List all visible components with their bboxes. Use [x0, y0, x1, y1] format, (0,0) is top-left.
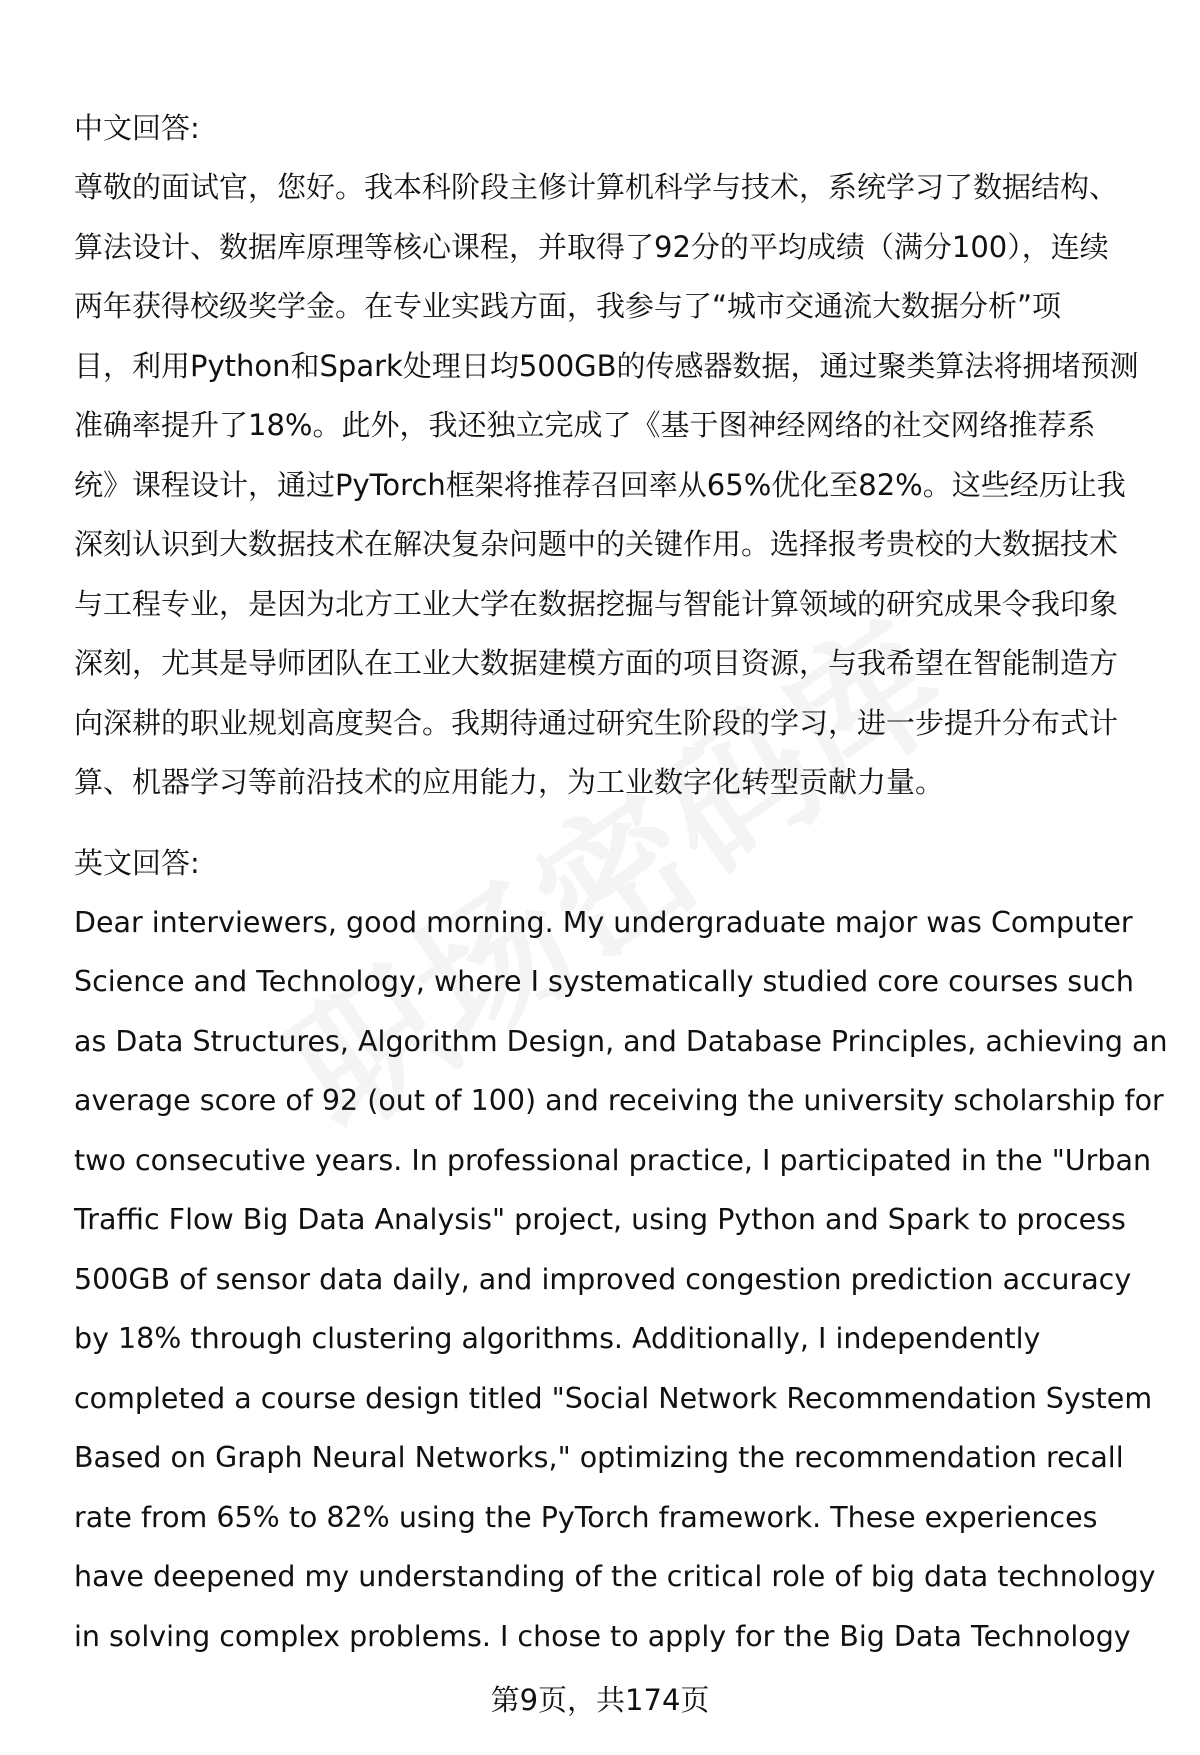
- english-answer-line: in solving complex problems. I chose to apply for the Big Data Technology: [74, 1619, 1131, 1653]
- chinese-answer-line: 两年获得校级奖学金。在专业实践方面，我参与了“城市交通流大数据分析”项: [74, 289, 1062, 323]
- chinese-answer-line: 向深耕的职业规划高度契合。我期待通过研究生阶段的学习，进一步提升分布式计: [74, 705, 1119, 740]
- english-answer-line: as Data Structures, Algorithm Design, and Database Principles, achieving an: [74, 1024, 1168, 1058]
- english-answer-paragraph: [74, 893, 1168, 1667]
- chinese-answer-line: 准确率提升了18%。此外，我还独立完成了《基于图神经网络的社交网络推荐系: [74, 408, 1096, 442]
- chinese-answer-line: 与工程专业，是因为北方工业大学在数据挖掘与智能计算领域的研究成果令我印象: [74, 586, 1119, 621]
- english-answer-line: Traffic Flow Big Data Analysis" project, using Python and Spark to process: [74, 1203, 1126, 1236]
- english-answer-label: 英文回答:: [74, 845, 200, 880]
- document-body: [74, 98, 1168, 1666]
- english-answer-line: completed a course design titled "Social Network Recommendation System: [74, 1381, 1153, 1415]
- english-answer-line: 500GB of sensor data daily, and improved congestion prediction accuracy: [74, 1262, 1132, 1296]
- chinese-answer-line: 算、机器学习等前沿技术的应用能力，为工业数字化转型贡献力量。: [74, 765, 945, 799]
- english-answer-line: Science and Technology, where I systematically studied core courses such: [74, 965, 1134, 998]
- english-answer-line: Based on Graph Neural Networks," optimizing the recommendation recall: [74, 1441, 1124, 1474]
- english-answer-line: rate from 65% to 82% using the PyTorch framework. These experiences: [74, 1500, 1098, 1534]
- chinese-answer-line: 尊敬的面试官，您好。我本科阶段主修计算机科学与技术，系统学习了数据结构、: [74, 170, 1119, 204]
- english-answer-line: two consecutive years. In professional practice, I participated in the "Urban: [74, 1143, 1152, 1177]
- chinese-answer-line: 深刻，尤其是导师团队在工业大数据建模方面的项目资源，与我希望在智能制造方: [74, 646, 1119, 680]
- chinese-answer-label: 中文回答:: [74, 111, 200, 145]
- english-answer-line: average score of 92 (out of 100) and receiving the university scholarship for: [74, 1084, 1164, 1117]
- chinese-answer-line: 统》课程设计，通过PyTorch框架将推荐召回率从65%优化至82%。这些经历让我: [74, 467, 1126, 502]
- english-answer-section: [74, 833, 1168, 1667]
- chinese-answer-paragraph: [74, 158, 1164, 813]
- chinese-answer-line: 算法设计、数据库原理等核心课程，并取得了92分的平均成绩（满分100），连续: [74, 229, 1109, 264]
- chinese-answer-line: 深刻认识到大数据技术在解决复杂问题中的关键作用。选择报考贵校的大数据技术: [74, 527, 1119, 561]
- english-answer-line: Dear interviewers, good morning. My undergraduate major was Computer: [74, 905, 1133, 939]
- page-number-footer: 第9页，共174页: [490, 1683, 710, 1717]
- english-answer-line: have deepened my understanding of the critical role of big data technology: [74, 1560, 1156, 1593]
- english-answer-line: by 18% through clustering algorithms. Additionally, I independently: [74, 1322, 1041, 1355]
- chinese-answer-section: [74, 98, 1164, 813]
- section-gap: [74, 813, 1164, 833]
- chinese-answer-line: 目，利用Python和Spark处理日均500GB的传感器数据，通过聚类算法将拥堵预测: [74, 348, 1139, 383]
